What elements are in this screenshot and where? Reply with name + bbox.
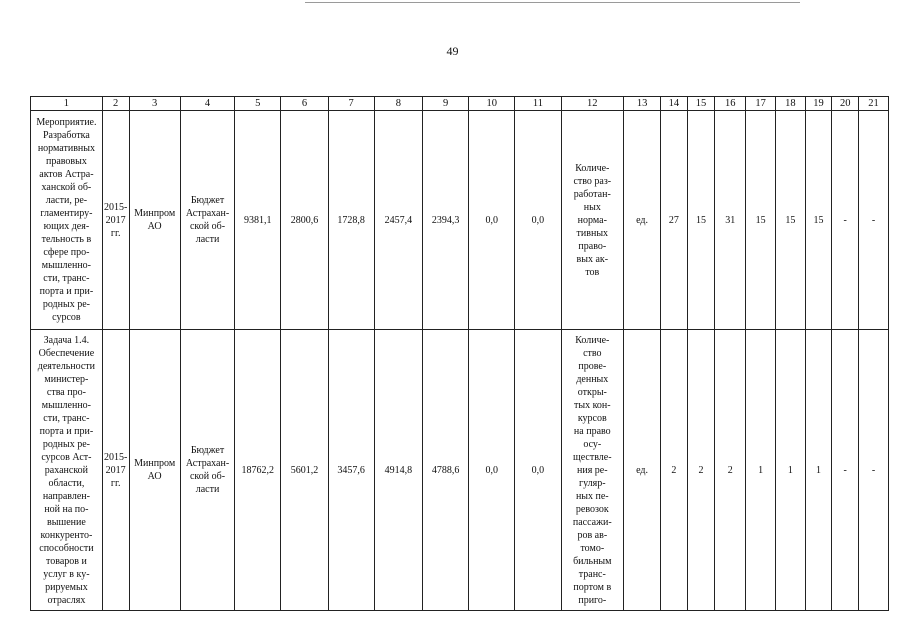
value-cell-20: - [832, 330, 859, 611]
value-cell-7: 3457,6 [328, 330, 374, 611]
column-header-4: 4 [180, 97, 234, 111]
value-cell-18: 15 [775, 111, 805, 330]
value-cell-16: 2 [715, 330, 746, 611]
executor-cell: Минпром АО [129, 111, 180, 330]
value-cell-11: 0,0 [515, 111, 561, 330]
column-header-14: 14 [661, 97, 688, 111]
page-number: 49 [446, 44, 459, 58]
value-cell-21: - [859, 111, 889, 330]
column-header-7: 7 [328, 97, 374, 111]
value-cell-20: - [832, 111, 859, 330]
column-header-18: 18 [775, 97, 805, 111]
value-cell-15: 15 [687, 111, 715, 330]
column-header-11: 11 [515, 97, 561, 111]
column-header-13: 13 [624, 97, 661, 111]
funding-source-cell: Бюджет Астрахан- ской об- ласти [180, 111, 234, 330]
value-cell-14: 27 [661, 111, 688, 330]
value-cell-5: 18762,2 [235, 330, 281, 611]
column-header-10: 10 [469, 97, 515, 111]
value-cell-9: 4788,6 [422, 330, 468, 611]
column-header-5: 5 [235, 97, 281, 111]
column-header-19: 19 [805, 97, 832, 111]
table-row [31, 111, 889, 330]
value-cell-19: 15 [805, 111, 832, 330]
value-cell-7: 1728,8 [328, 111, 374, 330]
column-header-21: 21 [859, 97, 889, 111]
activity-description: Задача 1.4. Обеспечение деятельности министер- ства про- мышленно- сти, транс- порта и при- родных ре- сурсов Аст- раханской области, направлен- ной на по- вышение конкуренто- способности товаров и услуг в ку- рируемых отраслях [31, 330, 103, 611]
indicator-cell: Количе- ство прове- денных откры- тых кон- курсов на право осу- ществле- ния ре- гуляр- ных пе- ревозок пассажи- ров ав- томо- бильным транс- портом в приго- [561, 330, 624, 611]
activity-description: Мероприятие. Разработка нормативных правовых актов Астра- ханской об- ласти, ре- гламентиру- ющих дея- тельность в сфере про- мышленно- сти, транс- порта и при- родных ре- сурсов [31, 111, 103, 330]
value-cell-8: 4914,8 [374, 330, 422, 611]
value-cell-17: 1 [746, 330, 776, 611]
value-cell-8: 2457,4 [374, 111, 422, 330]
column-header-8: 8 [374, 97, 422, 111]
program-table [30, 96, 889, 611]
table-row [31, 330, 889, 611]
funding-source-cell: Бюджет Астрахан- ской об- ласти [180, 330, 234, 611]
value-cell-5: 9381,1 [235, 111, 281, 330]
value-cell-15: 2 [687, 330, 715, 611]
value-cell-19: 1 [805, 330, 832, 611]
value-cell-11: 0,0 [515, 330, 561, 611]
period-cell: 2015- 2017 гг. [102, 330, 129, 611]
value-cell-6: 5601,2 [281, 330, 328, 611]
value-cell-9: 2394,3 [422, 111, 468, 330]
value-cell-6: 2800,6 [281, 111, 328, 330]
period-cell: 2015- 2017 гг. [102, 111, 129, 330]
value-cell-21: - [859, 330, 889, 611]
indicator-cell: Количе- ство раз- работан- ных норма- тивных право- вых ак- тов [561, 111, 624, 330]
executor-cell: Минпром АО [129, 330, 180, 611]
column-header-20: 20 [832, 97, 859, 111]
header-row [31, 97, 889, 111]
value-cell-10: 0,0 [469, 111, 515, 330]
unit-cell: ед. [624, 330, 661, 611]
column-header-12: 12 [561, 97, 624, 111]
column-header-9: 9 [422, 97, 468, 111]
column-header-15: 15 [687, 97, 715, 111]
value-cell-14: 2 [661, 330, 688, 611]
column-header-16: 16 [715, 97, 746, 111]
column-header-17: 17 [746, 97, 776, 111]
column-header-3: 3 [129, 97, 180, 111]
top-rule [305, 2, 800, 3]
column-header-6: 6 [281, 97, 328, 111]
unit-cell: ед. [624, 111, 661, 330]
value-cell-16: 31 [715, 111, 746, 330]
value-cell-17: 15 [746, 111, 776, 330]
value-cell-18: 1 [775, 330, 805, 611]
value-cell-10: 0,0 [469, 330, 515, 611]
column-header-2: 2 [102, 97, 129, 111]
column-header-1: 1 [31, 97, 103, 111]
